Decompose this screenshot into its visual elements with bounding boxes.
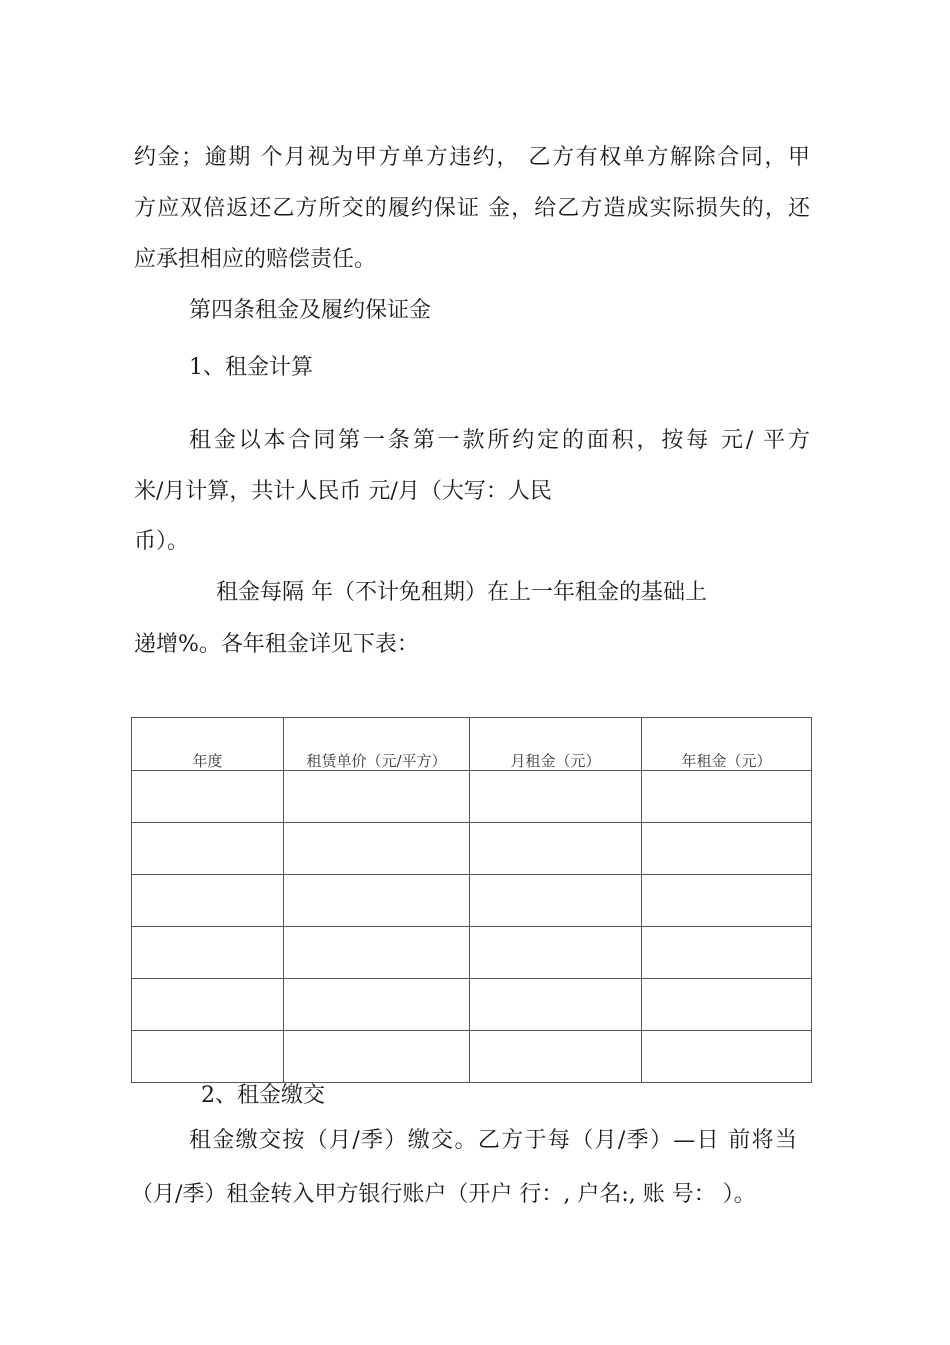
table-header-year: 年度: [132, 718, 284, 771]
table-row: [132, 771, 812, 823]
paragraph-2-line-1: 租金以本合同第一条第一款所约定的面积，按每 元/ 平方: [189, 428, 810, 453]
table-row: [132, 875, 812, 927]
rent-table: [131, 717, 812, 1083]
paragraph-1-line-2: 方应双倍返还乙方所交的履约保证 金，给乙方造成实际损失的，还: [134, 196, 810, 221]
table-cell: [642, 1031, 812, 1083]
table-header-row: [132, 718, 812, 771]
paragraph-3-line-2: 递增%。各年租金详见下表：: [134, 632, 419, 657]
table-cell: [132, 771, 284, 823]
table-cell: [132, 1031, 284, 1083]
table-cell: [642, 979, 812, 1031]
paragraph-4-line-2: （月/季）租金转入甲方银行账户（开户 行：, 户名:, 账 号： ）。: [131, 1182, 756, 1207]
table-cell: [470, 979, 642, 1031]
paragraph-2-line-3: 币）。: [134, 529, 190, 554]
table-cell: [284, 1031, 470, 1083]
table-cell: [642, 823, 812, 875]
table-header-annual-rent: 年租金（元）: [642, 718, 812, 771]
table-cell: [132, 927, 284, 979]
table-cell: [132, 979, 284, 1031]
table-header-unit-price: 租赁单价（元/平方）: [284, 718, 470, 771]
paragraph-4-line-1: 租金缴交按（月/季）缴交。乙方于每（月/季）—日 前将当: [189, 1128, 797, 1153]
table-cell: [284, 875, 470, 927]
table-row: [132, 1031, 812, 1083]
paragraph-1-line-3: 应承担相应的赔偿责任。: [134, 247, 377, 272]
section-1-title: 1、租金计算: [189, 355, 313, 380]
table-row: [132, 927, 812, 979]
table-cell: [284, 979, 470, 1031]
article-4-title: 第四条租金及履约保证金: [189, 298, 432, 323]
table-cell: [284, 823, 470, 875]
table-cell: [284, 771, 470, 823]
table-row: [132, 823, 812, 875]
table-cell: [470, 927, 642, 979]
table-cell: [132, 823, 284, 875]
table-cell: [470, 1031, 642, 1083]
table-cell: [284, 927, 470, 979]
paragraph-3-line-1: 租金每隔 年（不计免租期）在上一年租金的基础上: [216, 580, 707, 605]
paragraph-2-line-2: 米/月计算，共计人民币 元/月（大写：人民: [134, 479, 552, 504]
table-header-monthly-rent: 月租金（元）: [470, 718, 642, 771]
paragraph-1-line-1: 约金；逾期 个月视为甲方单方违约， 乙方有权单方解除合同，甲: [134, 145, 810, 170]
section-2-title: 2、租金缴交: [201, 1083, 325, 1108]
table-cell: [642, 875, 812, 927]
table-cell: [642, 771, 812, 823]
table-cell: [642, 927, 812, 979]
table-row: [132, 979, 812, 1031]
table-cell: [470, 771, 642, 823]
table-cell: [132, 875, 284, 927]
table-cell: [470, 823, 642, 875]
table-cell: [470, 875, 642, 927]
